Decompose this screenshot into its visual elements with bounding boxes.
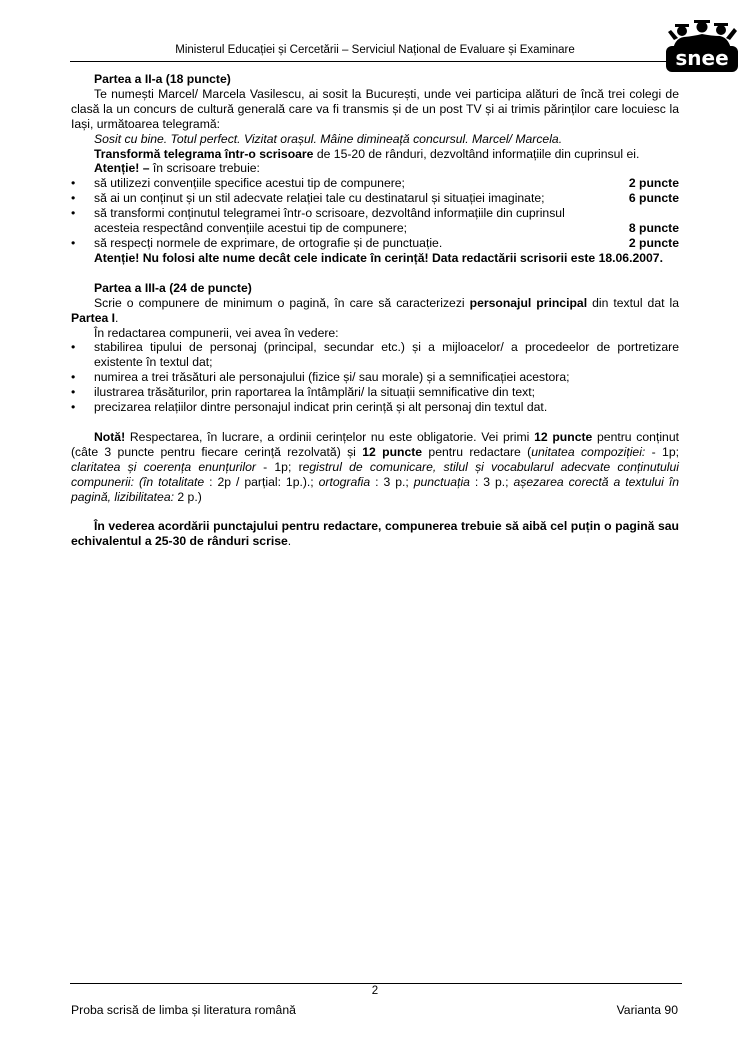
note-italic: așezarea corectă a textului în pagină, lizibilitatea:	[71, 474, 679, 504]
logo-text: snee	[675, 46, 729, 70]
header-divider	[70, 61, 682, 62]
consider-line: În redactarea compunerii, vei avea în vedere:	[94, 325, 339, 340]
list-item	[71, 236, 679, 251]
task-bold: personajul principal	[469, 295, 588, 310]
page-body	[71, 72, 679, 549]
final-requirement	[71, 519, 679, 549]
bullet-points: 6 puncte	[628, 191, 679, 206]
note-text: - 1p; r	[255, 459, 303, 474]
bullet-text: • să respecți normele de exprimare, de ortografie și de punctuație.	[94, 235, 443, 250]
note-text: : 3 p.;	[370, 474, 414, 489]
note-text: pentru conținut (câte 3 puncte pentru fiecare cerință rezolvată) și	[71, 429, 679, 459]
snee-logo	[664, 14, 740, 74]
list-item: • stabilirea tipului de personaj (principal, secundar etc.) și a mijloacelor/ a procedeelor de portretizare existente în textul dat;	[71, 340, 679, 370]
grading-note	[71, 430, 679, 505]
list-item: • precizarea relațiilor dintre personajul indicat prin cerință și alt personaj din textul dat.	[71, 400, 679, 415]
list-item	[71, 206, 679, 236]
bullet-points: 8 puncte	[628, 221, 679, 236]
task-bold: Partea I	[71, 310, 116, 325]
part3-title: Partea a III-a (24 de puncte)	[94, 280, 252, 295]
list-item: • numirea a trei trăsături ale personajului (fizice și/ sau morale) și a semnificației acestora;	[71, 370, 679, 385]
bullet-points: 2 puncte	[628, 176, 679, 191]
note-bold: 12 puncte	[534, 429, 593, 444]
task-text: din textul dat la	[587, 295, 679, 310]
part3-task	[71, 296, 679, 326]
note-text: : 2p / parțial: 1p.).;	[204, 474, 319, 489]
final-bold: În vederea acordării punctajului pentru redactare, compunerea trebuie să aibă cel puțin o pagină sau echivalentul a 25-30 de rânduri scrise	[71, 519, 679, 549]
task-rest: de 15-20 de rânduri, dezvoltând informațiile din cuprinsul ei.	[313, 146, 640, 161]
note-italic: ortografia	[318, 474, 371, 489]
task-text: .	[115, 310, 119, 325]
bullet-text-cont: acesteia respectând convențiile acestui tip de compunere;	[94, 221, 408, 236]
note-label: Notă!	[94, 429, 126, 444]
note-text: : 3 p.;	[469, 474, 514, 489]
footer-variant: Varianta 90	[616, 1003, 678, 1017]
final-end: .	[287, 534, 292, 549]
note-text: - 1p;	[645, 444, 679, 459]
bullet-text: • să transformi conținutul telegramei într-o scrisoare, dezvoltând informațiile din cuprinsul	[94, 206, 565, 221]
part2-intro: Te numești Marcel/ Marcela Vasilescu, ai sosit la București, unde vei participa alături de încă trei colegi de clasă la un concurs de cultură generală care va fi transmis și de un post TV și ai trimis părinților care locuiesc la Iași, următoarea telegramă:	[71, 86, 679, 131]
list-item	[71, 176, 679, 191]
part2-task	[71, 147, 679, 162]
telegram-text: Sosit cu bine. Totul perfect. Vizitat orașul. Mâine dimineață concursul. Marcel/ Marcela.	[94, 131, 563, 146]
note-italic: egistrul de comunicare, stilul și vocabularul adecvate conținutului compunerii: (în totalitate	[71, 459, 679, 489]
list-item: • ilustrarea trăsăturilor, prin raportarea la întâmplări/ la situații semnificative din text;	[71, 385, 679, 400]
note-bold: 12 puncte	[362, 444, 423, 459]
bullet-text: • să ai un conținut și un stil adecvate relației tale cu destinatarul și situației imaginate;	[94, 191, 545, 206]
note-italic: unitatea compoziției:	[531, 444, 646, 459]
note-text: 2 p.)	[173, 489, 202, 504]
bullet-points: 2 puncte	[628, 235, 679, 250]
part2-title: Partea a II-a (18 puncte)	[94, 72, 231, 86]
page-number: 2	[371, 985, 379, 997]
task-text: Scrie o compunere de minimum o pagină, în care să caracterizezi	[94, 295, 470, 310]
note-italic: punctuația	[413, 474, 470, 489]
footer-divider	[70, 983, 682, 984]
task-bold: Transformă telegrama într-o scrisoare	[94, 146, 314, 161]
attention-label: Atenție! –	[94, 161, 150, 176]
date-warning: Atenție! Nu folosi alte nume decât cele indicate în cerință! Data redactării scrisorii este 18.06.2007.	[94, 250, 663, 265]
list-item	[71, 191, 679, 206]
note-text: pentru redactare (	[422, 444, 532, 459]
header-title: Ministerul Educației și Cercetării – Serviciul Național de Evaluare și Examinare	[175, 44, 575, 56]
note-text: Respectarea, în lucrare, a ordinii cerințelor nu este obligatorie. Vei primi	[125, 429, 535, 444]
note-italic: claritatea și coerența enunțurilor	[71, 459, 256, 474]
footer-subject: Proba scrisă de limba și literatura română	[71, 1003, 296, 1017]
bullet-text: • să utilizezi convențiile specifice acestui tip de compunere;	[94, 176, 405, 191]
attention-rest: în scrisoare trebuie:	[149, 161, 260, 176]
attention-line	[71, 161, 679, 176]
